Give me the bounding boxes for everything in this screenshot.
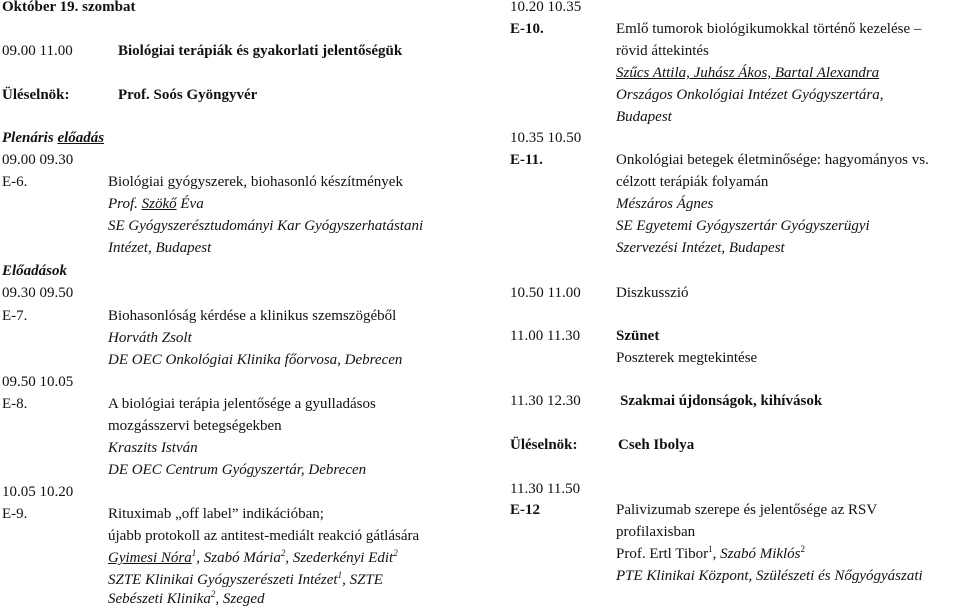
e10-time: 10.20 10.35 [510, 0, 582, 15]
lectures-heading: Előadások [2, 263, 68, 279]
break-label: Szünet [616, 328, 660, 344]
e9-code: E-9. [2, 506, 28, 522]
e11-affil-2: Szervezési Intézet, Budapest [616, 240, 785, 256]
plenary-time: 09.00 09.30 [2, 152, 74, 168]
e9-affil-2: Sebészeti Klinika$^2$, Szeged [108, 589, 265, 607]
e8-title-1: A biológiai terápia jelentősége a gyulladásos [108, 396, 376, 412]
e10-authors: Szűcs Attila, Juhász Ákos, Bartal Alexandra [616, 65, 880, 81]
session-time: 09.00 11.00 [2, 43, 73, 59]
session-title: Biológiai terápiák és gyakorlati jelentőségük [118, 43, 403, 59]
e12-title-2: profilaxisban [616, 524, 696, 540]
e9-time: 10.05 10.20 [2, 484, 74, 500]
day-heading: Október 19. szombat [2, 0, 136, 15]
e7-title: Biohasonlóság kérdése a klinikus szemszögéből [108, 308, 397, 324]
e12-affil: PTE Klinikai Központ, Szülészeti és Nőgyógyászati [616, 568, 923, 584]
session2-time: 11.30 12.30 [510, 393, 581, 409]
e9-title-1: Rituximab „off label” indikációban; [108, 506, 324, 522]
session2-chair-name: Cseh Ibolya [618, 437, 695, 453]
session2-title: Szakmai újdonságok, kihívások [620, 393, 823, 409]
e7-author: Horváth Zsolt [108, 330, 192, 346]
e11-title-1: Onkológiai betegek életminősége: hagyományos vs. [616, 152, 929, 168]
e8-time: 09.50 10.05 [2, 374, 74, 390]
e10-affil-1: Országos Onkológiai Intézet Gyógyszertára, [616, 87, 884, 103]
break-sub: Poszterek megtekintése [616, 350, 758, 366]
e12-code: E-12 [510, 502, 540, 518]
e11-time: 10.35 10.50 [510, 130, 582, 146]
chair-name: Prof. Soós Gyöngyvér [118, 87, 258, 103]
e7-code: E-7. [2, 308, 28, 324]
e8-code: E-8. [2, 396, 28, 412]
chair-label: Üléselnök: [2, 87, 70, 103]
e9-affil-1: SZTE Klinikai Gyógyszerészeti Intézet$^1$, SZTE [108, 570, 383, 588]
e12-title-1: Palivizumab szerepe és jelentősége az RSV [616, 502, 878, 518]
e11-author: Mészáros Ágnes [616, 196, 714, 212]
e9-title-2: újabb protokoll az antitest-mediált reakció gátlására [108, 528, 420, 544]
e10-affil-2: Budapest [616, 109, 672, 125]
e10-code: E-10. [510, 21, 544, 37]
e12-time: 11.30 11.50 [510, 481, 581, 497]
e8-author: Kraszits István [108, 440, 198, 456]
e6-affil-2: Intézet, Budapest [108, 240, 212, 256]
e11-code: E-11. [510, 152, 543, 168]
e6-title: Biológiai gyógyszerek, biohasonló készítmények [108, 174, 403, 190]
e11-affil-1: SE Egyetemi Gyógyszertár Gyógyszerügyi [616, 218, 870, 234]
e8-title-2: mozgásszervi betegségekben [108, 418, 282, 434]
discussion-time: 10.50 11.00 [510, 285, 581, 301]
e12-authors: Prof. Ertl Tibor$^1$, Szabó Miklós$^2$ [616, 544, 806, 562]
e9-authors: Gyimesi Nóra$^1$, Szabó Mária$^2$, Szederkényi Edit$^2$ [108, 548, 398, 566]
e10-title-1: Emlő tumorok biológikumokkal történő kezelése – [616, 21, 922, 37]
break-time: 11.00 11.30 [510, 328, 581, 344]
session2-chair-label: Üléselnök: [510, 437, 578, 453]
plenary-heading: Plenáris előadás [2, 130, 105, 146]
discussion-label: Diszkusszió [616, 285, 689, 301]
e10-title-2: rövid áttekintés [616, 43, 709, 59]
e6-code: E-6. [2, 174, 28, 190]
e11-title-2: célzott terápiák folyamán [616, 174, 769, 190]
e7-affil: DE OEC Onkológiai Klinika főorvosa, Debrecen [108, 352, 403, 368]
e6-author: Prof. Szökő Éva [108, 196, 204, 212]
e7-time: 09.30 09.50 [2, 285, 74, 301]
e8-affil: DE OEC Centrum Gyógyszertár, Debrecen [108, 462, 367, 478]
e6-affil-1: SE Gyógyszerésztudományi Kar Gyógyszerhatástani [108, 218, 424, 234]
